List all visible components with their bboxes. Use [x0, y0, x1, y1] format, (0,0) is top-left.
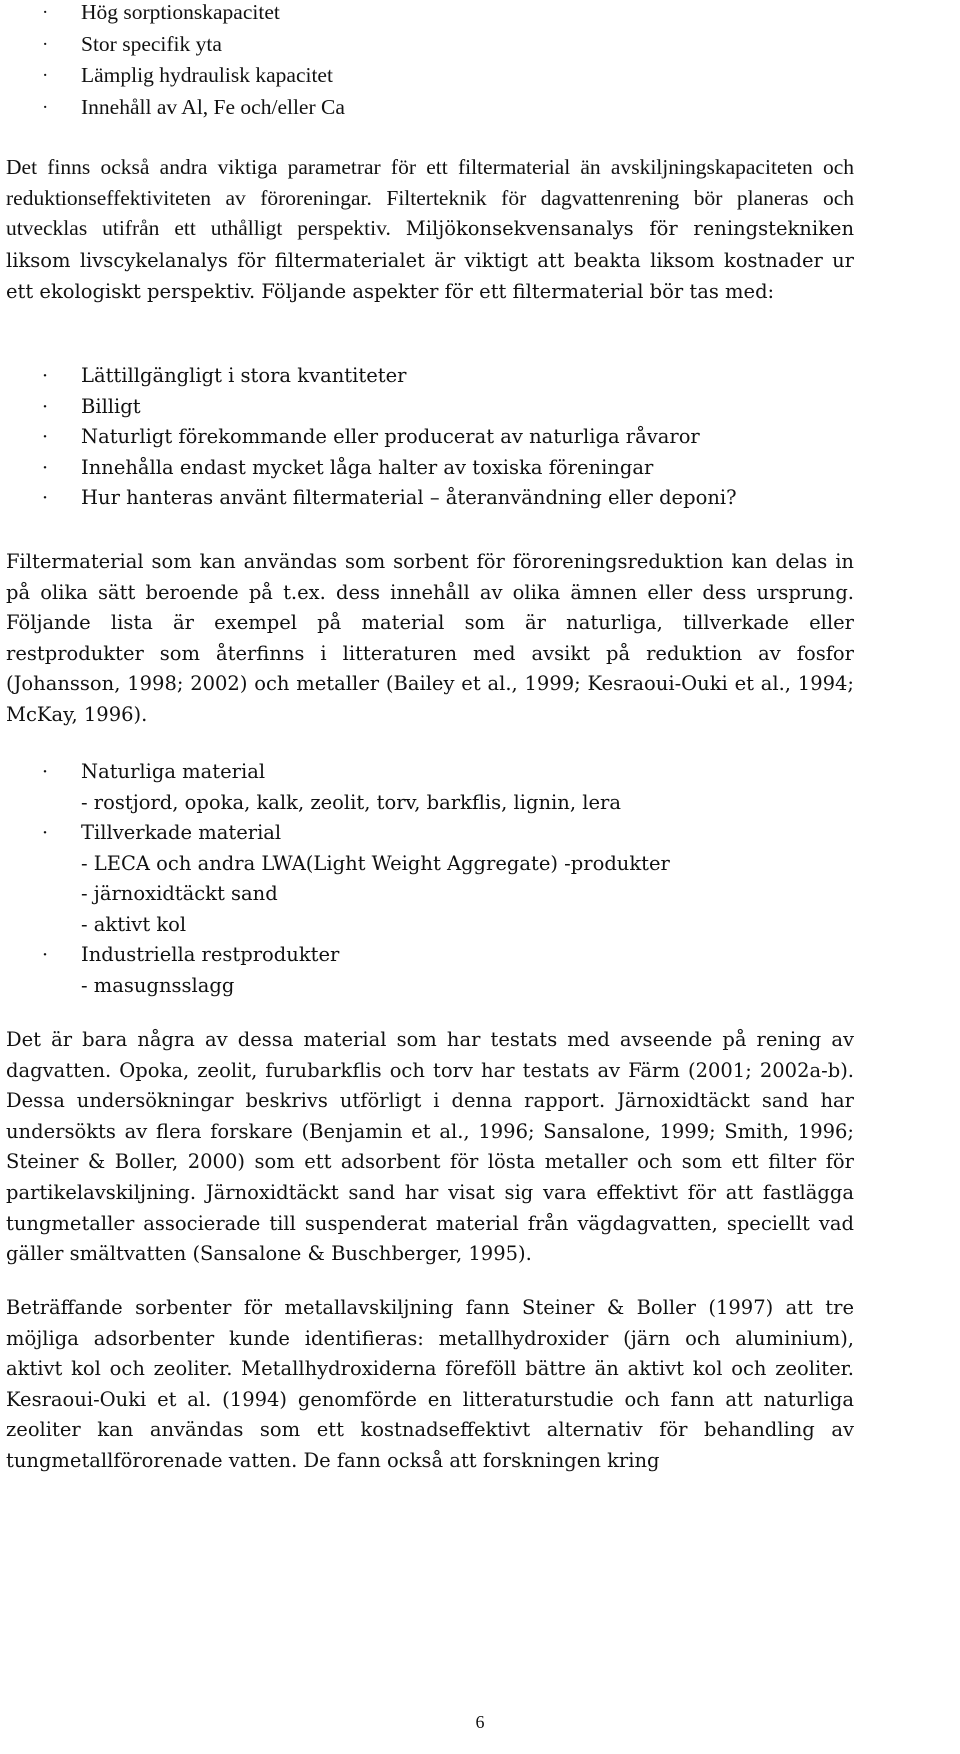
list-item: · Tillverkade material: [6, 818, 670, 849]
bullet-icon: ·: [42, 456, 49, 479]
list-item: · Naturligt förekommande eller producerat av naturliga råvaror: [6, 422, 737, 453]
bullet-icon: ·: [42, 822, 49, 844]
paragraph-part-tnr: Det finns också andra viktiga parametrar för ett filtermaterial än avskiljningskapaciteten och reduktionseffektiviteten av föroreningar. Filterteknik för dagvattenrening bör planeras och utvecklas utifrån ett uthålligt perspektiv.: [6, 155, 854, 241]
sub-item: - masugnsslagg: [81, 973, 235, 997]
list-item: · Stor specifik yta: [6, 29, 345, 61]
sub-item: - LECA och andra LWA(Light Weight Aggregate) -produkter: [81, 851, 670, 875]
bullet-icon: ·: [42, 365, 49, 387]
list-item: · Lämplig hydraulisk kapacitet: [6, 60, 345, 92]
list-item: · Billigt: [6, 392, 737, 423]
paragraph-filter-materials: Filtermaterial som kan användas som sorbent för föroreningsreduktion kan delas in på olika sätt beroende på t.ex. dess innehåll av olika ämnen eller dess ursprung. Följande lista är exempel på material som är naturliga, tillverkade eller restprodukter som återfinns i litteraturen med avsikt på reduktion av fosfor (Johansson, 1998; 2002) och metaller (Bailey et al., 1999; Kesraoui-Ouki et al., 1994; McKay, 1996).: [6, 550, 854, 726]
list-item: · Hur hanteras använt filtermaterial – återanvändning eller deponi?: [6, 483, 737, 514]
bullet-icon: ·: [42, 96, 49, 118]
list-item: · Industriella restprodukter: [6, 940, 670, 971]
paragraph-sorbents: Beträffande sorbenter för metallavskiljning fann Steiner & Boller (1997) att tre möjliga adsorbenter kunde identifieras: metallhydroxider (järn och aluminium), aktivt kol och zeoliter. Metallhydroxiderna föreföll bättre än aktivt kol och zeoliter. Kesraoui-Ouki et al. (1994) genomförde en litteraturstudie och fann att naturliga zeoliter kan användas som ett kostnadseffektivt alternativ för behandling av tungmetallförorenade vatten. De fann också att forskningen kring: [6, 1296, 854, 1472]
sub-item: - järnoxidtäckt sand: [81, 882, 278, 905]
bullet-icon: ·: [42, 487, 49, 509]
bullet-icon: ·: [42, 33, 49, 55]
list-item: · Innehålla endast mycket låga halter av toxiska föreningar: [6, 453, 737, 484]
paragraph-part-dv: Miljökonsekvensanalys för reningstekniken liksom livscykelanalys för filtermaterialet är viktigt att beakta liksom kostnader ur ett ekologiskt perspektiv. Följande aspekter för ett filtermaterial bör tas med:: [6, 217, 855, 304]
bullet-icon: ·: [42, 426, 49, 448]
list-item: · Naturliga material: [6, 757, 670, 788]
list-item: · Hög sorptionskapacitet: [6, 0, 345, 29]
bullet-icon: ·: [42, 2, 49, 23]
page-number: 6: [475, 1712, 485, 1732]
bullet-icon: ·: [42, 395, 49, 418]
bullet-icon: ·: [42, 65, 49, 86]
bullet-icon: ·: [42, 761, 49, 783]
list-item: · Innehåll av Al, Fe och/eller Ca: [6, 92, 345, 124]
paragraph-tested-materials: Det är bara några av dessa material som har testats med avseende på rening av dagvatten. Opoka, zeolit, furubarkflis och torv har testats av Färm (2001; 2002a-b). Dessa undersökningar beskrivs utförligt i denna rapport. Järnoxidtäckt sand har undersökts av flera forskare (Benjamin et al., 1996; Sansalone, 1999; Smith, 1996; Steiner & Boller, 2000) som ett adsorbent för lösta metaller och som ett filter för partikelavskiljning. Järnoxidtäckt sand har visat sig vara effektivt för att fastlägga tungmetaller associerade till suspenderat material från vägdagvatten, speciellt vad gäller smältvatten (Sansalone & Buschberger, 1995).: [6, 1028, 854, 1266]
sub-item: - aktivt kol: [81, 912, 187, 936]
paragraph-parameters: [6, 152, 854, 308]
list-item: · Lättillgängligt i stora kvantiteter: [6, 361, 737, 392]
material-categories-list: [6, 757, 670, 1001]
aspects-list: [6, 361, 737, 514]
bullet-icon: ·: [42, 944, 49, 966]
sub-item: - rostjord, opoka, kalk, zeolit, torv, barkflis, lignin, lera: [81, 790, 621, 814]
sorbent-properties-list: [6, 0, 345, 123]
